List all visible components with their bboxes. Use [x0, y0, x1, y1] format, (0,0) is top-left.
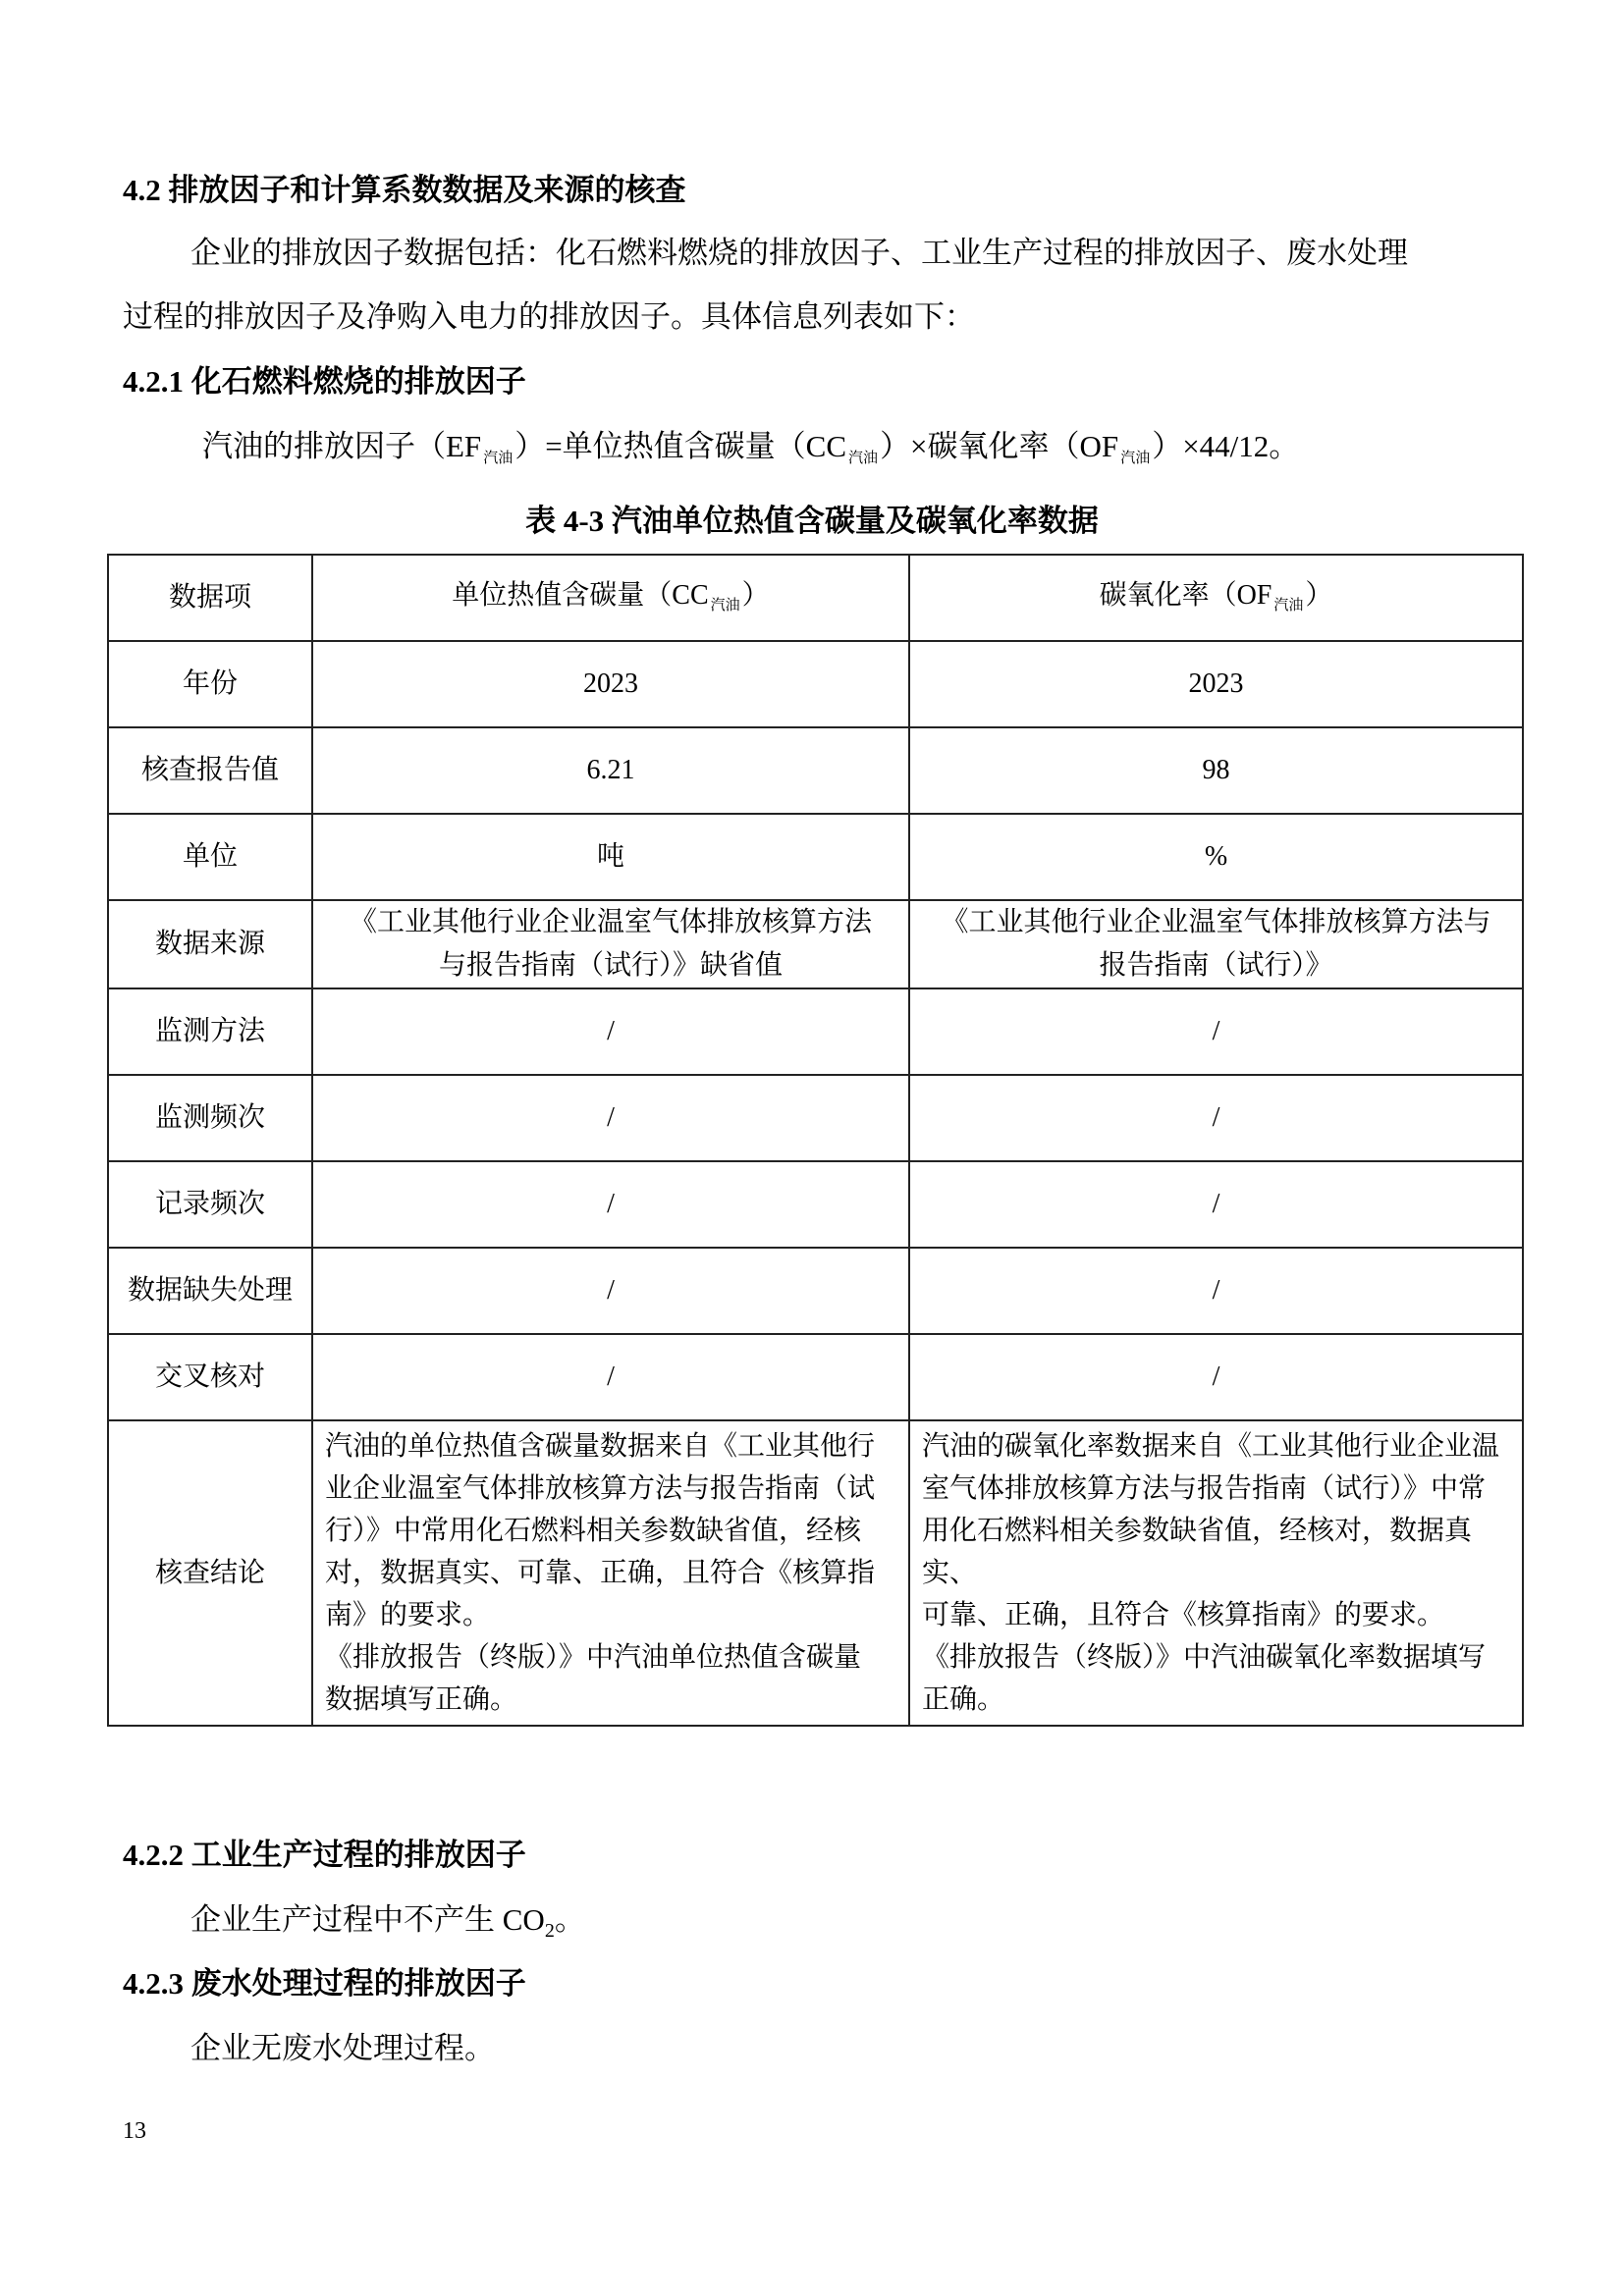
- table-row: [108, 641, 1523, 727]
- row-label: 数据来源: [108, 900, 312, 988]
- subsection-heading-4-2-2: 4.2.2 工业生产过程的排放因子: [123, 1838, 526, 1872]
- table-caption: 表 4-3 汽油单位热值含碳量及碳氧化率数据: [525, 504, 1099, 538]
- cell-carbon-content: 吨: [312, 814, 909, 900]
- header-carbon-content-close: ）: [741, 580, 770, 611]
- row-label: 年份: [108, 641, 312, 727]
- wastewater-paragraph: 企业无废水处理过程。: [190, 2031, 495, 2065]
- table-header-row: [108, 555, 1523, 641]
- cell-oxidation-rate: 98: [909, 727, 1523, 814]
- conclusion-line: 对，数据真实、可靠、正确，且符合《核算指: [325, 1558, 876, 1588]
- table-row: [108, 814, 1523, 900]
- table-row: [108, 1334, 1523, 1420]
- cell-oxidation-rate: 2023: [909, 641, 1523, 727]
- conclusion-line: 正确。: [922, 1684, 1005, 1715]
- header-data-item: 数据项: [108, 555, 312, 641]
- table-row-conclusion: [108, 1420, 1523, 1726]
- intro-paragraph-line-2: 过程的排放因子及净购入电力的排放因子。具体信息列表如下：: [123, 299, 975, 334]
- cell-carbon-content: /: [312, 1248, 909, 1334]
- cell-carbon-content: 2023: [312, 641, 909, 727]
- row-label: 核查结论: [108, 1420, 312, 1726]
- cell-oxidation-rate-conclusion: [909, 1420, 1523, 1726]
- conclusion-line: 用化石燃料相关参数缺省值，经核对，数据真实、: [922, 1516, 1473, 1588]
- row-label: 监测频次: [108, 1075, 312, 1161]
- conclusion-line: 业企业温室气体排放核算方法与报告指南（试: [325, 1473, 876, 1504]
- row-label: 交叉核对: [108, 1334, 312, 1420]
- cell-oxidation-rate: /: [909, 988, 1523, 1075]
- header-oxidation-rate-label: 碳氧化率（OF: [1099, 580, 1272, 611]
- cell-oxidation-rate: /: [909, 1075, 1523, 1161]
- conclusion-line: 《排放报告（终版）》中汽油单位热值含碳量: [325, 1642, 862, 1673]
- formula-part-1: 汽油的排放因子（EF: [202, 429, 482, 463]
- cell-line: 《工业其他行业企业温室气体排放核算方法与: [941, 907, 1491, 937]
- header-oxidation-rate: [909, 555, 1523, 641]
- row-label: 数据缺失处理: [108, 1248, 312, 1334]
- table-row: [108, 727, 1523, 814]
- conclusion-line: 行）》中常用化石燃料相关参数缺省值，经核: [325, 1516, 862, 1546]
- gasoline-carbon-data-table: [107, 554, 1524, 1727]
- cell-line: 《工业其他行业企业温室气体排放核算方法: [349, 907, 872, 937]
- row-label: 监测方法: [108, 988, 312, 1075]
- co2-subscript: 2: [544, 1920, 555, 1942]
- cell-oxidation-rate: /: [909, 1334, 1523, 1420]
- cell-line: 与报告指南（试行）》缺省值: [438, 950, 783, 981]
- row-label: 核查报告值: [108, 727, 312, 814]
- header-carbon-content: [312, 555, 909, 641]
- conclusion-line: 南》的要求。: [325, 1600, 491, 1630]
- conclusion-line: 《排放报告（终版）》中汽油碳氧化率数据填写: [922, 1642, 1487, 1673]
- cell-carbon-content: /: [312, 988, 909, 1075]
- cell-oxidation-rate: /: [909, 1161, 1523, 1248]
- formula-part-3: ）×碳氧化率（OF: [880, 429, 1119, 463]
- header-oxidation-rate-close: ）: [1305, 580, 1333, 611]
- formula-subscript-2: 汽油: [848, 451, 879, 466]
- industrial-process-paragraph: [190, 1895, 585, 1942]
- industrial-process-end: 。: [554, 1902, 585, 1937]
- table-row: [108, 988, 1523, 1075]
- conclusion-line: 室气体排放核算方法与报告指南（试行）》中常: [922, 1473, 1487, 1504]
- section-heading-4-2: 4.2 排放因子和计算系数数据及来源的核查: [123, 173, 686, 207]
- subsection-heading-4-2-3: 4.2.3 废水处理过程的排放因子: [123, 1966, 526, 2001]
- formula-subscript-1: 汽油: [483, 451, 514, 466]
- cell-carbon-content: 6.21: [312, 727, 909, 814]
- cell-oxidation-rate: /: [909, 1248, 1523, 1334]
- cell-oxidation-rate: [909, 900, 1523, 988]
- table-row: [108, 900, 1523, 988]
- header-carbon-content-label: 单位热值含碳量（CC: [452, 580, 709, 611]
- cell-oxidation-rate: %: [909, 814, 1523, 900]
- header-carbon-content-subscript: 汽油: [710, 598, 740, 614]
- conclusion-line: 汽油的单位热值含碳量数据来自《工业其他行: [325, 1431, 876, 1462]
- formula-part-4: ）×44/12。: [1152, 429, 1300, 463]
- cell-carbon-content-conclusion: [312, 1420, 909, 1726]
- emission-factor-formula: [202, 421, 1299, 465]
- industrial-process-text: 企业生产过程中不产生 CO: [190, 1902, 545, 1937]
- cell-line: 报告指南（试行）》: [1099, 950, 1333, 981]
- cell-carbon-content: /: [312, 1334, 909, 1420]
- formula-part-2: ）=单位热值含碳量（CC: [514, 429, 847, 463]
- intro-paragraph-line-1: 企业的排放因子数据包括：化石燃料燃烧的排放因子、工业生产过程的排放因子、废水处理: [190, 236, 1408, 270]
- table-row: [108, 1161, 1523, 1248]
- subsection-heading-4-2-1: 4.2.1 化石燃料燃烧的排放因子: [123, 364, 526, 399]
- formula-subscript-3: 汽油: [1120, 451, 1151, 466]
- table-row: [108, 1075, 1523, 1161]
- cell-carbon-content: /: [312, 1075, 909, 1161]
- row-label: 单位: [108, 814, 312, 900]
- conclusion-line: 数据填写正确。: [325, 1684, 518, 1715]
- page-number: 13: [123, 2118, 146, 2144]
- conclusion-line: 汽油的碳氧化率数据来自《工业其他行业企业温: [922, 1431, 1500, 1462]
- header-oxidation-rate-subscript: 汽油: [1273, 598, 1304, 614]
- cell-carbon-content: [312, 900, 909, 988]
- table-row: [108, 1248, 1523, 1334]
- cell-carbon-content: /: [312, 1161, 909, 1248]
- row-label: 记录频次: [108, 1161, 312, 1248]
- conclusion-line: 可靠、正确，且符合《核算指南》的要求。: [922, 1600, 1445, 1630]
